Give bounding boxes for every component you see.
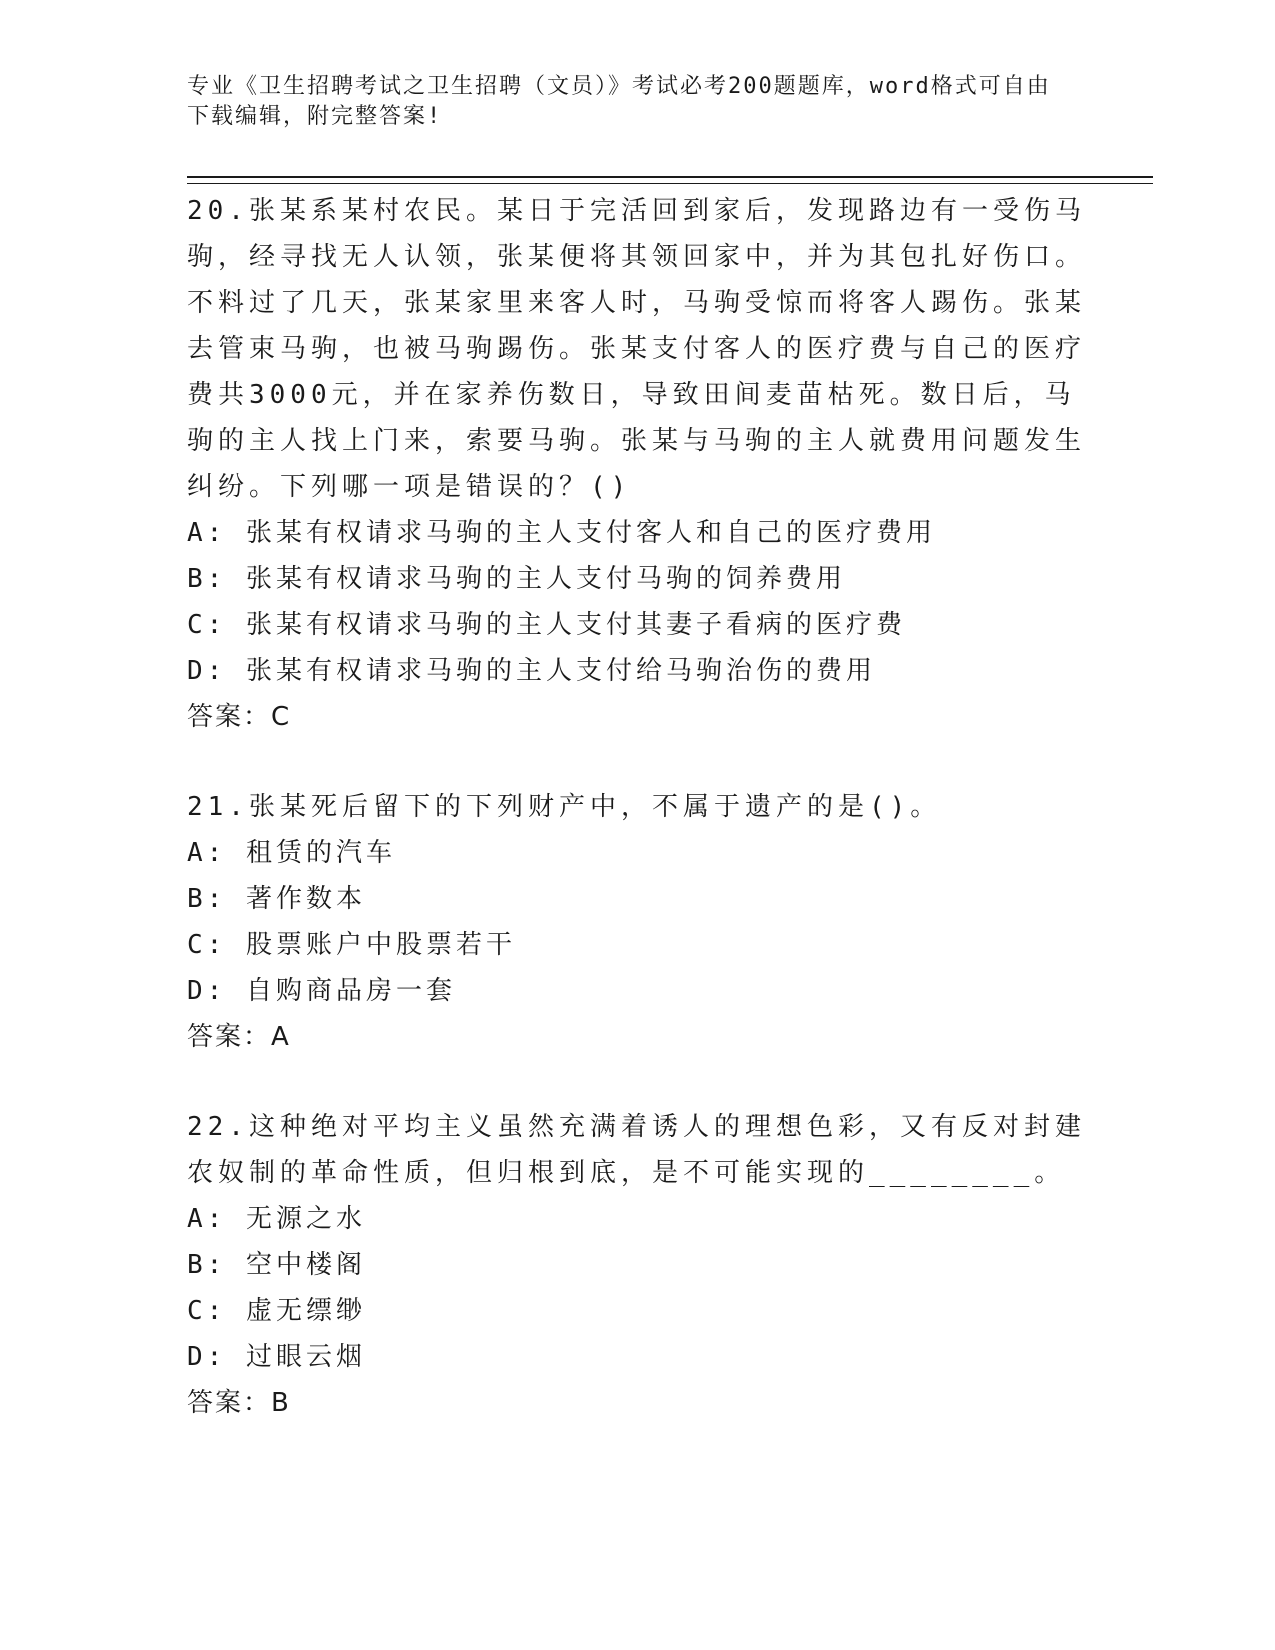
option-b: B: 张某有权请求马驹的主人支付马驹的饲养费用 bbox=[187, 564, 846, 594]
document-header: 专业《卫生招聘考试之卫生招聘（文员）》考试必考200题题库，word格式可自由下载编辑，附完整答案! bbox=[187, 74, 1051, 129]
option-b: B: 著作数本 bbox=[187, 884, 366, 914]
option-c: C: 虚无缥缈 bbox=[187, 1296, 366, 1326]
question-spacer bbox=[187, 1060, 1087, 1104]
header-divider-thin bbox=[187, 183, 1153, 184]
header-divider-thick bbox=[187, 176, 1153, 178]
option-a: A: 无源之水 bbox=[187, 1204, 366, 1234]
question-stem: 20.张某系某村农民。某日于完活回到家后，发现路边有一受伤马驹，经寻找无人认领，张某便将其领回家中，并为其包扎好伤口。不料过了几天，张某家里来客人时，马驹受惊而将客人踢伤。张某去管束马驹，也被马驹踢伤。张某支付客人的医疗费与自己的医疗费共3000元，并在家养伤数日，导致田间麦苗枯死。数日后，马驹的主人找上门来，索要马驹。张某与马驹的主人就费用问题发生纠纷。下列哪一项是错误的？() bbox=[187, 196, 1087, 502]
option-c: C: 张某有权请求马驹的主人支付其妻子看病的医疗费 bbox=[187, 610, 906, 640]
option-d: D: 自购商品房一套 bbox=[187, 976, 456, 1006]
question-21 bbox=[187, 784, 1087, 1060]
option-d: D: 张某有权请求马驹的主人支付给马驹治伤的费用 bbox=[187, 656, 876, 686]
question-22 bbox=[187, 1104, 1087, 1426]
question-stem: 21.张某死后留下的下列财产中，不属于遗产的是()。 bbox=[187, 792, 942, 822]
option-a: A: 张某有权请求马驹的主人支付客人和自己的医疗费用 bbox=[187, 518, 936, 548]
question-list bbox=[187, 188, 1087, 1426]
answer-label: 答案：C bbox=[187, 702, 292, 732]
option-d: D: 过眼云烟 bbox=[187, 1342, 366, 1372]
option-b: B: 空中楼阁 bbox=[187, 1250, 366, 1280]
option-a: A: 租赁的汽车 bbox=[187, 838, 396, 868]
answer-label: 答案：B bbox=[187, 1388, 291, 1418]
question-20 bbox=[187, 188, 1087, 740]
question-stem: 22.这种绝对平均主义虽然充满着诱人的理想色彩，又有反对封建农奴制的革命性质，但归根到底，是不可能实现的________。 bbox=[187, 1112, 1086, 1188]
option-c: C: 股票账户中股票若干 bbox=[187, 930, 516, 960]
answer-label: 答案：A bbox=[187, 1022, 291, 1052]
question-spacer bbox=[187, 740, 1087, 784]
